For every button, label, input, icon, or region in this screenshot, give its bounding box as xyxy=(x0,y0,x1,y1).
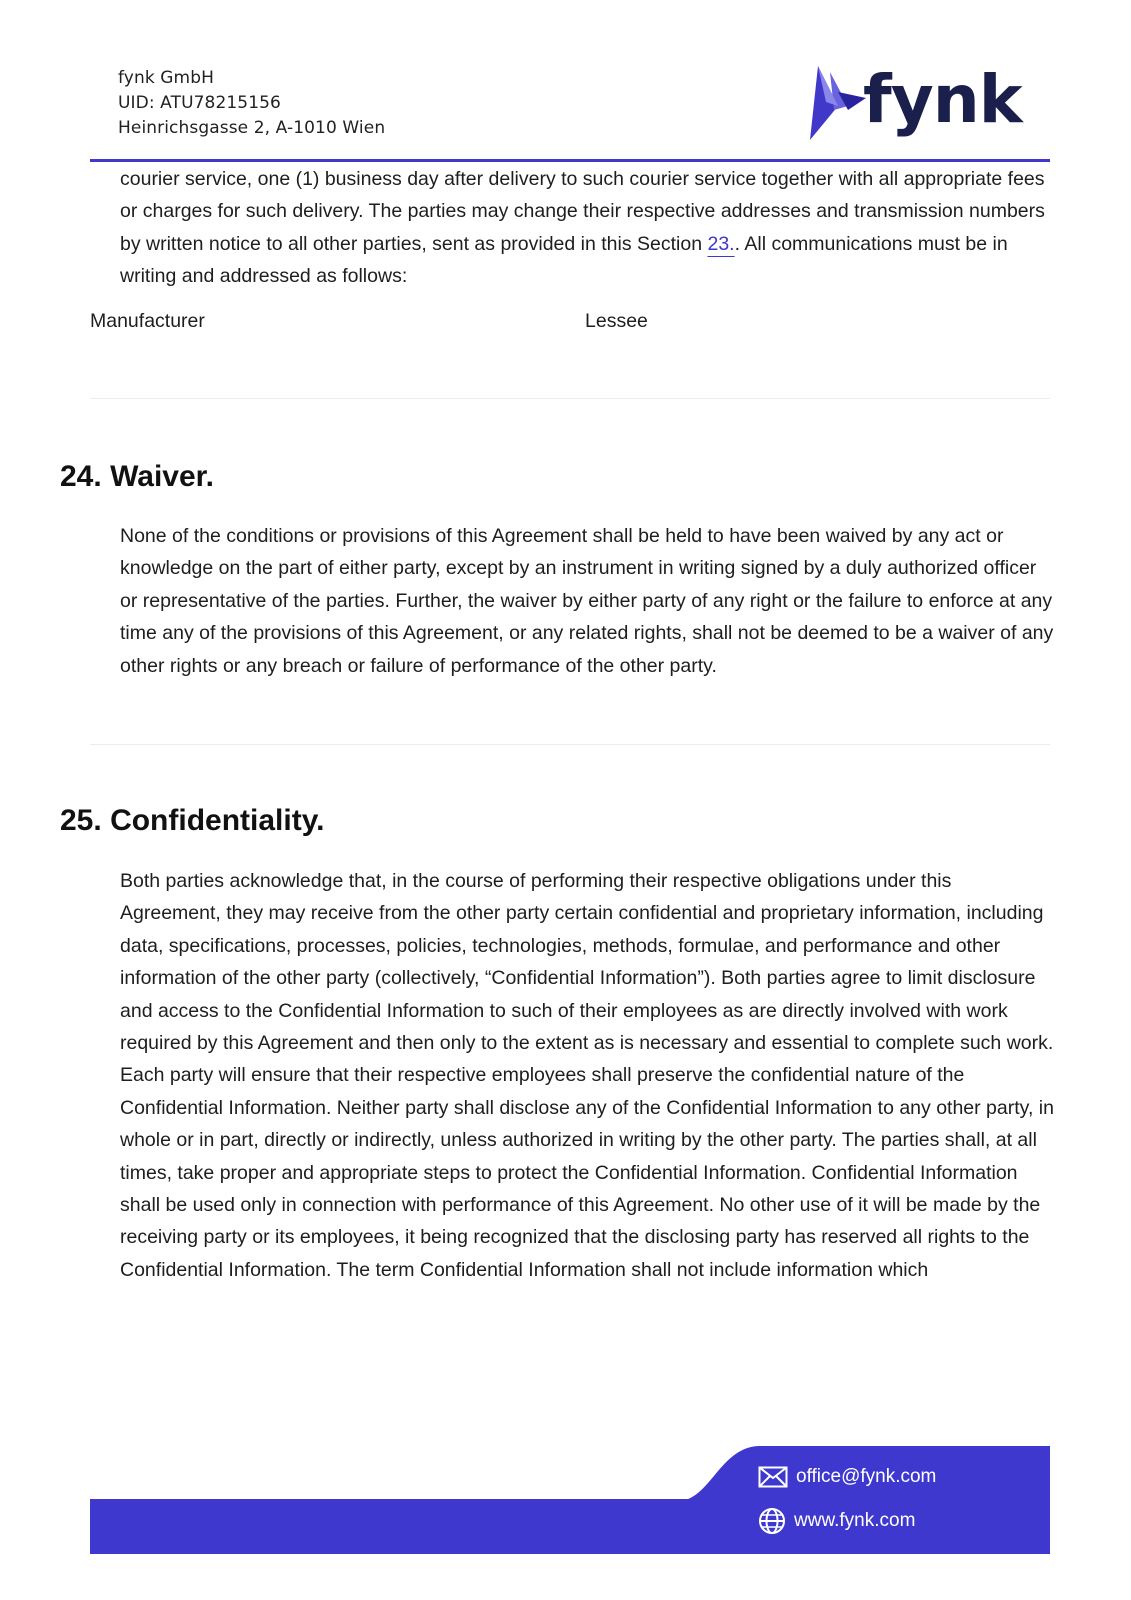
section-body-confidentiality: Both parties acknowledge that, in the course of performing their respective obligations under this Agreement, they may receive from the other party certain confidential and proprietary information, including data, specifications, processes, policies, technologies, methods, formulae, and performance and other information of the other party (collectively, “Confidential Information”). Both parties agree to limit disclosure and access to the Confidential Information to such of their employees as are directly involved with work required by this Agreement and then only to the extent as is necessary and essential to complete such work. Each party will ensure that their respective employees shall preserve the confidential nature of the Confidential Information. Neither party shall disclose any of the Confidential Information to any other party, in whole or in part, directly or indirectly, unless authorized in writing by the other party. The parties shall, at all times, take proper and appropriate steps to protect the Confidential Information. Confidential Information shall be used only in connection with performance of this Agreement. No other use of it will be made by the receiving party or its employees, it being recognized that the disclosing party has reserved all rights to the Confidential Information. The term Confidential Information shall not include information which xyxy=(120,870,1054,1281)
lessee-label: Lessee xyxy=(585,310,648,332)
footer-email[interactable] xyxy=(758,1464,936,1490)
envelope-icon xyxy=(758,1466,788,1488)
section-body-waiver: None of the conditions or provisions of this Agreement shall be held to have been waived by any act or knowledge on the part of either party, except by an instrument in writing signed by a duly authorized officer or representative of the parties. Further, the waiver by either party of any right or the failure to enforce at any time any of the provisions of this Agreement, or any related rights, shall not be deemed to be a waiver of any other rights or any breach or failure of performance of the other party. xyxy=(120,525,1054,677)
email-text: office@fynk.com xyxy=(796,1466,937,1487)
section-number: 24. xyxy=(60,460,102,493)
section-23-link[interactable]: 23. xyxy=(707,232,735,255)
section-divider xyxy=(90,744,1050,745)
company-name: fynk GmbH xyxy=(118,68,214,88)
intro-text: courier service, one (1) business day after delivery to such courier service together with all appropriate fees or charges for such delivery. The parties may change their respective addresses and transmission numbers by written notice to all other parties, sent as provided in this Section xyxy=(120,168,1045,255)
logo-wordmark: fynk xyxy=(863,61,1022,138)
section-divider xyxy=(90,398,1050,399)
company-uid: UID: ATU78215156 xyxy=(118,93,281,113)
globe-icon xyxy=(758,1507,786,1535)
intro-paragraph xyxy=(120,163,1055,293)
footer-website[interactable] xyxy=(758,1507,915,1535)
section-heading-waiver xyxy=(60,457,214,497)
company-address: Heinrichsgasse 2, A-1010 Wien xyxy=(118,118,386,138)
section-title: Waiver. xyxy=(110,460,215,493)
intro-text-end: . All communications must be in writing and addressed as follows: xyxy=(120,232,1008,288)
section-number: 25. xyxy=(60,804,102,837)
company-info xyxy=(118,66,385,141)
section-title: Confidentiality. xyxy=(110,804,325,837)
section-heading-confidentiality xyxy=(60,801,325,841)
header-divider xyxy=(90,159,1050,162)
fynk-logo xyxy=(808,60,1022,144)
bird-logo-icon xyxy=(808,62,870,142)
website-text: www.fynk.com xyxy=(794,1510,916,1531)
manufacturer-label: Manufacturer xyxy=(90,310,205,332)
